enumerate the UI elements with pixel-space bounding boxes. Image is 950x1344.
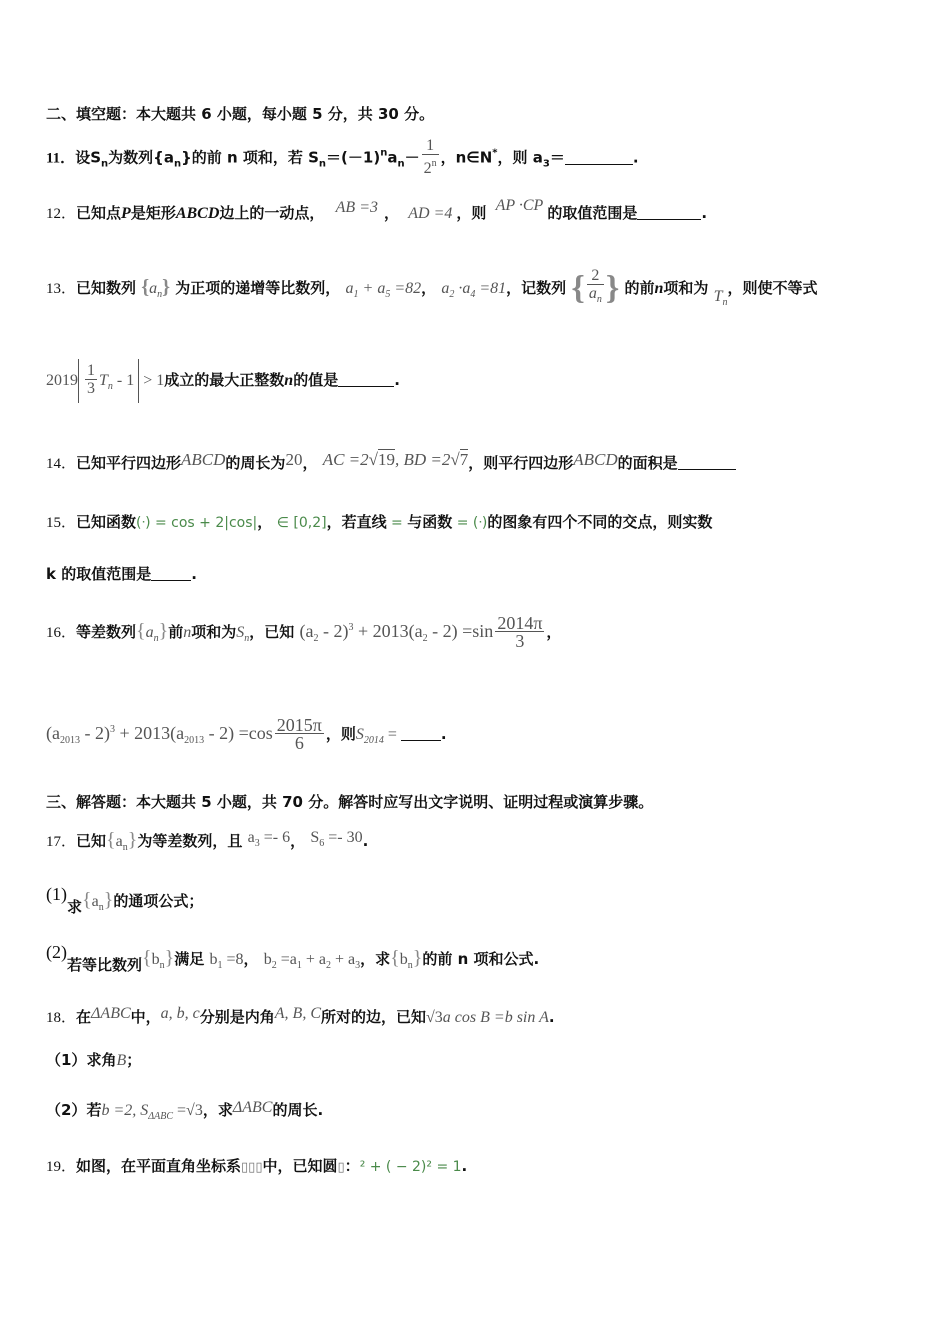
q17-text: 的前 n 项和公式. (422, 950, 540, 968)
q17-end: . (362, 832, 369, 850)
q18-text: 在 (76, 1008, 92, 1026)
q16-s2014: S (355, 726, 364, 743)
q11-text: }的前 n 项和，若 S (181, 148, 319, 167)
q17-b1 (209, 951, 244, 971)
q12-abcd: ABCD (175, 205, 220, 222)
q17-text: 满足 (174, 950, 205, 968)
q12-text: 是矩形 (130, 204, 176, 222)
q14-m: 19 (377, 450, 395, 469)
q17-bn: b (399, 951, 408, 968)
q13-m-sub: 5 (385, 289, 391, 300)
q16-text: ，已知 (249, 623, 295, 641)
q13-m: + a (358, 280, 386, 297)
q18-triangle: ΔABC (232, 1099, 273, 1116)
q16-e-sup: 3 (109, 724, 115, 735)
q17-m-sub: 3 (355, 960, 361, 971)
q12-math-ab: AB =3 (335, 199, 378, 216)
q14-m: , BD =2 (394, 450, 451, 469)
placeholder-glyph-icon: ▯ (337, 1160, 345, 1175)
q16-eq: = (383, 726, 397, 743)
q11-text: ，则 a (497, 148, 543, 167)
question-18-part-2 (46, 1098, 910, 1127)
q11-frac-num: 1 (422, 138, 439, 155)
q19-text: 如图，在平面直角坐标系 (76, 1157, 242, 1175)
q17-m: + a (331, 951, 356, 968)
q17-m: S (310, 829, 320, 846)
q16-text: 项和为 (191, 623, 237, 641)
q13-math-2 (441, 280, 507, 300)
q13-ineq-minus: - 1 (112, 371, 135, 389)
q16-n: n (183, 624, 192, 641)
q16-text: 等差数列 (76, 623, 137, 641)
q18-m: =√3 (173, 1102, 203, 1119)
q13-abs (78, 359, 139, 403)
q17-m: =- 30 (324, 829, 363, 846)
q17-an-sub: n (98, 902, 104, 913)
q16-equation-1 (299, 613, 547, 652)
q12-text: ，则 (456, 204, 487, 222)
q17-number: 17． (46, 834, 77, 850)
q16-end: . (440, 725, 447, 743)
q14-math: AC =2√19, BD =2√7 (322, 450, 469, 469)
q16-e: (a (299, 621, 314, 641)
q16-frac-num: 2015π (276, 715, 322, 736)
q11-s: S (90, 148, 102, 167)
q13-text: 已知数列 (76, 279, 137, 297)
q13-ineq-den: 3 (87, 380, 95, 398)
q13-end: . (394, 371, 400, 389)
q18-text: 求角 (86, 1051, 117, 1069)
q13-n: n (284, 372, 294, 389)
q11-fraction (422, 138, 439, 178)
q18-end: . (548, 1008, 555, 1026)
question-18-part-1 (46, 1050, 910, 1071)
q15-text: ， (257, 513, 273, 531)
section-fill-in-heading: 二、填空题：本大题共 6 小题，每小题 5 分，共 30 分。 (46, 105, 435, 123)
q16-frac-2 (275, 717, 324, 752)
q17-bn-sub: n (159, 960, 165, 971)
q14-m: 7 (459, 450, 469, 469)
question-13: 13．已知数列 $\{a_n\}$ 为正项的递增等比数列， $a_1 + a_5 =82$， $a_2 \cdot a_4 =81$，记数列 { $\frac{2}{a_n}$ } 的前n项和为 $T_n$，则使不等式 (46, 267, 818, 308)
q16-e: - 2) (79, 723, 110, 743)
q13-text: ，则使不等式 (727, 279, 818, 297)
q17-part2-label: (2) (46, 942, 67, 962)
brace-icon: { (106, 829, 116, 851)
q13-m-sub: 1 (353, 289, 359, 300)
q11-number: 11． (46, 150, 76, 167)
q13-m: ·a (454, 280, 471, 297)
q13-ineq-gt: > 1 (139, 372, 165, 389)
q17-text: 若等比数列 (67, 956, 143, 974)
q13-ineq-t-sub: n (107, 380, 113, 392)
q18-m-sub: ΔABC (148, 1111, 174, 1122)
q17-b2 (263, 951, 361, 971)
q13-text: 的值是 (293, 371, 339, 389)
answer-blank[interactable] (151, 566, 191, 581)
q14-abcd: ABCD (573, 450, 618, 469)
question-11 (46, 138, 910, 178)
question-12: 12．已知点P是矩形ABCD边上的一动点， AB =3 ， AD =4 ，则 AP ·CP 的取值范围是 . (46, 197, 708, 222)
q14-m: AC =2 (322, 450, 369, 469)
q17-text: 的通项公式； (113, 892, 204, 910)
q16-frac-1 (495, 615, 544, 650)
q12-math-dot: AP ·CP (495, 197, 544, 214)
q16-e: + 2013(a (114, 723, 185, 743)
q16-e-sub: 2 (422, 633, 428, 644)
q17-an-sub: n (122, 842, 128, 853)
q13-frac-den-sub: n (596, 294, 602, 305)
q17-m-sub: 2 (326, 960, 332, 971)
q14-text: ，则平行四边形 (468, 454, 574, 472)
q11-sub: 3 (542, 158, 550, 170)
q18-part2-label: （2） (46, 1101, 87, 1119)
q18-text: ； (126, 1051, 142, 1069)
q18-text: 所对的边，已知 (321, 1008, 427, 1026)
brace-icon: { (82, 889, 92, 911)
q16-an: a (145, 624, 154, 641)
q11-text: － (404, 148, 420, 167)
q14-text: 已知平行四边形 (76, 454, 182, 472)
q13-fraction (587, 268, 604, 309)
q11-sub: n (101, 158, 109, 170)
q18-ABC: A, B, C (274, 1005, 321, 1022)
q16-text: ，则 (325, 725, 356, 743)
q16-e: - 2) (318, 621, 349, 641)
q14-20: 20 (285, 450, 303, 469)
q16-text: 前 (168, 623, 184, 641)
q12-math-ad: AD =4 (408, 205, 453, 222)
q18-equation: a cos B =b sin A (442, 1009, 549, 1026)
q18-B: B (116, 1052, 127, 1069)
q13-an-sub: n (157, 289, 163, 300)
q18-text: 分别是内角 (199, 1008, 275, 1026)
q19-end: . (461, 1157, 468, 1175)
q15-end: . (191, 565, 197, 583)
q11-text: ＝ (549, 148, 565, 167)
q16-an-sub: n (153, 633, 159, 644)
q17-text: 为等差数列，且 (137, 832, 243, 850)
q18-text: 的周长. (272, 1101, 324, 1119)
q13-n: n (654, 280, 664, 297)
brace-icon: { (142, 947, 152, 969)
q18-text: 若 (86, 1101, 102, 1119)
q13-an: a (149, 280, 158, 297)
q17-bn-sub: n (407, 960, 413, 971)
q17-text: ，求 (360, 950, 391, 968)
brace-icon: { (571, 269, 585, 307)
q13-text: 为正项的递增等比数列， (175, 279, 341, 297)
q16-e-sup: 3 (348, 622, 354, 633)
q15-text: 的图象有四个不同的交点，则实数 (487, 513, 713, 531)
q14-text: 的周长为 (225, 454, 286, 472)
brace-icon: } (127, 829, 138, 851)
q17-m-sub: 1 (217, 960, 223, 971)
q13-m: a (441, 280, 450, 297)
q19-text: ： (344, 1157, 360, 1175)
q16-sn: S (236, 624, 245, 641)
question-16 (46, 614, 910, 653)
q17-m-sub: 2 (271, 960, 277, 971)
q13-tn (713, 288, 728, 308)
q17-m: a (247, 829, 255, 846)
q17-math-1 (247, 829, 291, 849)
q19-number: 19． (46, 1159, 77, 1175)
q13-text: 的前 (624, 279, 655, 297)
q16-e-sub: 2013 (59, 735, 80, 746)
q17-an: a (91, 893, 99, 910)
q11-frac-den (422, 155, 439, 178)
q13-text: 项和为 (663, 279, 709, 297)
q13-ineq-2019: 2019 (46, 372, 78, 389)
q15-line-image: = (386, 515, 408, 531)
q11-end: . (632, 148, 639, 167)
q18-condition (101, 1102, 203, 1122)
q16-sn-sub: n (244, 633, 250, 644)
q18-triangle: ΔABC (91, 1005, 131, 1022)
section-solve-heading: 三、解答题：本大题共 5 小题，共 70 分。解答时应写出文字说明、证明过程或演算步骤。 (46, 793, 654, 811)
q15-domain-image: ∈ [0,2] (272, 515, 327, 531)
q16-e: + 2013(a (353, 621, 423, 641)
question-19 (46, 1156, 910, 1178)
q11-sup: * (492, 147, 498, 159)
q16-s2014-sub: 2014 (363, 735, 384, 746)
q13-m-sub: 2 (449, 289, 455, 300)
q13-m: a (345, 280, 354, 297)
q15-text: ，若直线 (326, 513, 387, 531)
brace-icon: } (164, 947, 175, 969)
q11-text: 设 (75, 148, 91, 167)
q13-t: T (713, 288, 723, 305)
q16-e-sub: 2013 (184, 735, 205, 746)
q11-text: a (387, 148, 398, 167)
q17-m: b (263, 951, 272, 968)
question-18 (46, 1004, 910, 1028)
q16-frac-num: 2014π (497, 613, 543, 634)
q17-m: b (209, 951, 218, 968)
brace-icon: { (390, 947, 400, 969)
q13-ineq-frac (85, 363, 97, 398)
q17-math-2 (310, 829, 363, 849)
placeholder-glyph-icon: ▯▯▯ (241, 1160, 263, 1175)
q17-an: a (115, 833, 123, 850)
q13-m: =82 (390, 280, 422, 297)
q11-frac-den-exp: n (431, 158, 437, 169)
q16-e: (a (46, 723, 60, 743)
q11-sup: n (380, 147, 388, 159)
q13-number: 13． (46, 281, 77, 297)
q18-text: 中， (130, 1008, 161, 1026)
q16-e: - 2) =sin (427, 621, 494, 641)
q17-text: 已知 (76, 832, 107, 850)
q16-equation-2 (46, 715, 326, 754)
q17-part1-label: (1) (46, 884, 67, 904)
q13-m: =81 (475, 280, 507, 297)
q15-func-image: = (ᐧ) (452, 515, 488, 531)
q17-m: + a (301, 951, 327, 968)
q12-text: 边上的一动点， (219, 204, 325, 222)
q16-e-sub: 2 (313, 633, 319, 644)
q12-number: 12． (46, 206, 77, 222)
q18-number: 18． (46, 1010, 77, 1026)
q17-m: =a (276, 951, 297, 968)
q17-text: 求 (67, 898, 83, 916)
q12-p: P (121, 205, 131, 222)
brace-icon: } (162, 276, 171, 298)
q16-frac-den: 3 (515, 631, 525, 652)
q13-ineq-t: T (99, 371, 108, 389)
q17-m: =- 6 (259, 829, 291, 846)
q18-abc: a, b, c (160, 1005, 200, 1022)
q16-number: 16． (46, 625, 77, 641)
q11-sub: n (397, 158, 405, 170)
q13-math-1 (345, 280, 422, 300)
brace-icon: { (136, 620, 146, 642)
brace-icon: } (605, 269, 620, 307)
q13-frac-den-a: a (588, 285, 597, 302)
q11-frac-den-base: 2 (423, 160, 432, 177)
q14-text: 的面积是 (617, 454, 678, 472)
q18-text: ，求 (202, 1101, 233, 1119)
q11-text: 为数列{a (108, 148, 174, 167)
question-15-line-2 (46, 564, 910, 584)
q14-number: 14． (46, 456, 77, 472)
question-17-part-1 (46, 880, 910, 922)
q17-m-sub: 3 (254, 838, 260, 849)
question-16-line-2 (46, 710, 910, 761)
q13-frac-den (587, 285, 604, 309)
brace-icon: { (141, 276, 150, 298)
q16-frac-den: 6 (294, 733, 304, 754)
q19-text: 中，已知圆 (262, 1157, 338, 1175)
question-13-line-2 (46, 358, 910, 403)
answer-blank[interactable] (637, 205, 701, 220)
question-14: 14．已知平行四边形ABCD的周长为20， AC =2√19, BD =2√7，则平行四边形ABCD的面积是 (46, 450, 910, 474)
q12-text: 的取值范围是 (547, 204, 638, 222)
q18-sqrt3: √3 (426, 1009, 443, 1026)
q17-m-sub: 6 (319, 838, 325, 849)
q13-text: 成立的最大正整数 (164, 371, 285, 389)
q11-sub: n (318, 158, 327, 170)
q17-m-sub: 1 (296, 960, 302, 971)
answer-blank[interactable] (401, 726, 441, 741)
q13-frac-num: 2 (587, 268, 604, 285)
q11-text: ，n∈N (440, 148, 493, 167)
q13-text: ，记数列 (506, 279, 567, 297)
q15-text: 已知函数 (76, 513, 137, 531)
answer-blank[interactable] (565, 150, 633, 165)
brace-icon: } (158, 620, 169, 642)
brace-icon: } (103, 889, 114, 911)
q15-formula-image: (ᐧ) = cos + 2|cos| (136, 515, 258, 531)
brace-icon: } (412, 947, 423, 969)
q11-text: ＝(－1) (326, 148, 381, 167)
q15-text: k 的取值范围是 (46, 565, 152, 583)
question-17: 17．已知$\{a_n\}$为等差数列，且 $a_3 =- 6$， $S_6 =- 30$. (46, 829, 369, 853)
answer-blank[interactable] (678, 455, 736, 470)
question-15 (46, 512, 910, 533)
q18-part1-label: （1） (46, 1051, 87, 1069)
q16-e: - 2) =cos (204, 723, 273, 743)
q13-ineq-num: 1 (87, 362, 95, 380)
q16-comma: ， (546, 623, 562, 641)
q15-text: 与函数 (407, 513, 453, 531)
q13-t-sub: n (722, 297, 728, 308)
question-17-part-2: (2)若等比数列$\{b_n\}$满足 $b_1 =8$， $b_2 =a_1 + a_2 + a_3$，求$\{b_n\}$的前 n 项和公式. (46, 942, 540, 974)
q13-m-sub: 4 (470, 289, 476, 300)
q18-m: b =2, S (101, 1102, 149, 1119)
q12-text: 已知点 (76, 204, 122, 222)
answer-blank[interactable] (338, 372, 394, 387)
q15-number: 15． (46, 515, 77, 531)
q17-m: =8 (222, 951, 244, 968)
q11-sub: n (173, 158, 182, 170)
q17-bn: b (151, 951, 160, 968)
q19-circle-equation-image: ² + ( − 2)² = 1 (359, 1159, 462, 1175)
q12-end: . (701, 204, 708, 222)
q14-abcd: ABCD (181, 450, 226, 469)
